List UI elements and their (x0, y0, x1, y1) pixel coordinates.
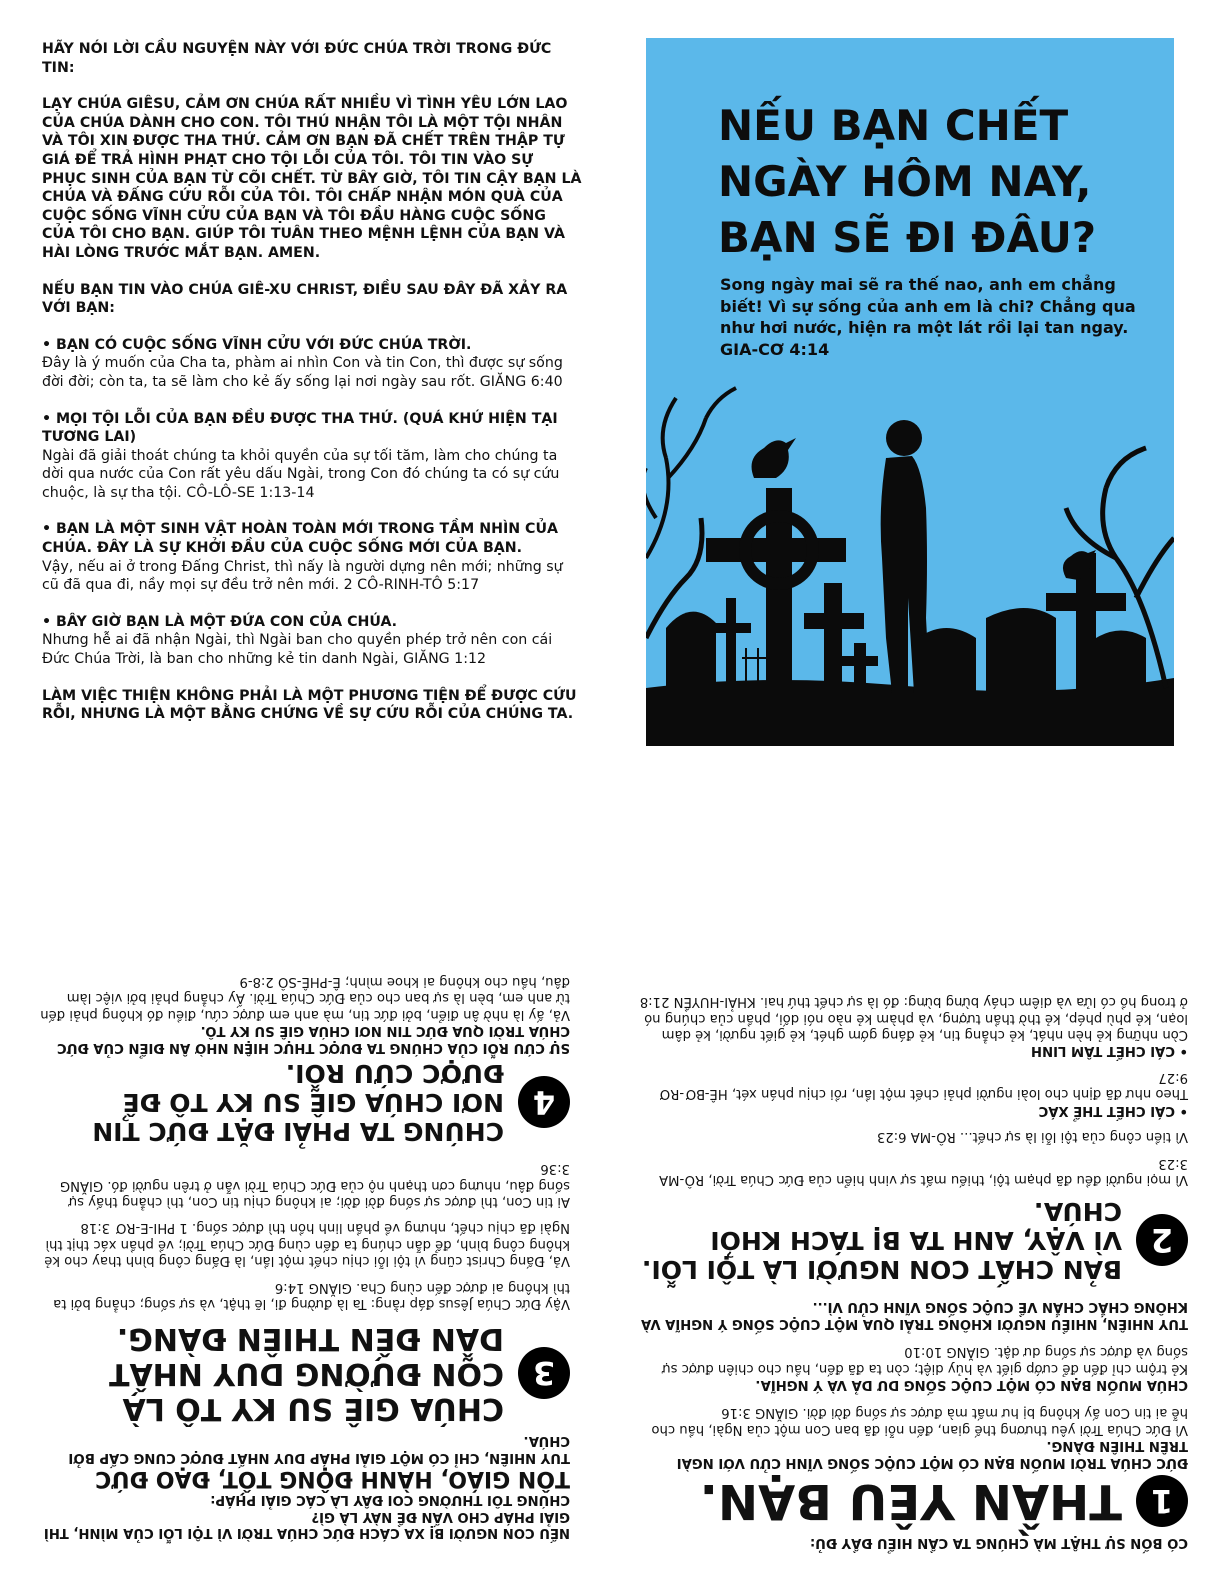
prayer-panel (42, 40, 582, 724)
truth-3-however: TUY NHIÊN, CHỈ CÓ MỘT GIẢI PHÁP DUY NHẤT ĐƯỢC CUNG CẤP BỞI CHÚA. (68, 1433, 570, 1465)
cover-panel (646, 38, 1174, 746)
truth-2-verse-1: Vì mọi người đều đã phạm tội, thiếu mất sự vinh hiển của Đức Chúa Trời, RÔ-MA 3:23 (659, 1155, 1188, 1187)
number-badge: 3 (518, 1347, 570, 1399)
point-text: Đây là ý muốn của Cha ta, phàm ai nhìn Con và tin Con, thì được sự sống đời đời; còn ta, ta sẽ làm cho kẻ ấy sống lại nơi ngày sau rốt. GIĂNG 6:40 (42, 355, 563, 390)
point-text: Vậy, nếu ai ở trong Đấng Christ, thì nấy là người dựng nên mới; những sự cũ đã qua đi, nầy mọi sự đều trở nên mới. 2 CÔ-RINH-TÔ 5:17 (42, 558, 563, 594)
point-text: Ngài đã giải thoát chúng ta khỏi quyền của sự tối tăm, làm cho chúng ta dời qua nước của Con rất yêu dấu Ngài, trong Con đó chúng ta có sự cứu chuộc, là sự tha tội. CÔ-LÔ-SE 1:13-14 (42, 447, 560, 501)
point-title: • MỌI TỘI LỖI CỦA BẠN ĐỀU ĐƯỢC THA THỨ. (QUÁ KHỨ HIỆN TẠI TƯƠNG LAI) (42, 410, 558, 446)
point-title: • BẠN LÀ MỘT SINH VẬT HOÀN TOÀN MỚI TRONG TẦM NHÌN CỦA CHÚA. ĐÂY LÀ SỰ KHỞI ĐẦU CỦA CUỘC SỐNG MỚI CỦA BẠN. (42, 521, 558, 557)
truths-1-2-panel (638, 820, 1188, 1550)
death-1-title: • CÁI CHẾT THỂ XÁC (1038, 1102, 1188, 1118)
truth-3-problem: NẾU CON NGƯỜI BỊ XA CÁCH ĐỨC CHÚA TRỜI VÌ TỘI LỖI CỦA MÌNH, THÌ GIẢI PHÁP CHO VẤN ĐỀ NÀY LÀ GÌ? (43, 1508, 570, 1540)
point-title: • BÂY GIỜ BẠN LÀ MỘT ĐỨA CON CỦA CHÚA. (42, 613, 398, 630)
truth-4-heading: CHÚNG TA PHẢI ĐẶT ĐỨC TIN NƠI CHÚA GIÊ SU KY TÔ ĐỂ ĐƯỢC CỨU RỖI. (92, 1058, 504, 1146)
point-text: Nhưng hễ ai đã nhận Ngài, thì Ngài ban cho quyền phép trở nên con cái Đức Chúa Trời, là ban cho những kẻ tin danh Ngài, GIĂNG 1:12 (42, 632, 553, 668)
death-2-text: Còn những kẻ hèn nhát, kẻ chẳng tin, kẻ đáng gớm ghét, kẻ giết người, kẻ dâm loạn, kẻ phù phép, kẻ thờ thần tượng, và phàm kẻ nào nói dối, phần của chúng nó ở trong hồ có lửa và diêm cháy bừng bừng: đó là sự chết thứ hai. KHẢI-HUYỀN 21:8 (639, 994, 1188, 1043)
truth-1-sub-3: TUY NHIÊN, NHIỀU NGƯỜI KHÔNG TRẢI QUA MỘT CUỘC SỐNG Ý NGHĨA VÀ KHÔNG CHẮC CHẮN VỀ CUỘC SỐNG VĨNH CỬU VÌ... (641, 1299, 1188, 1331)
truth-3-heading: CHÚA GIÊ SU KY TÔ LÀ CON ĐƯỜNG DUY NHẤT DẪN ĐẾN THIÊN ĐÀNG. (109, 1320, 504, 1426)
truth-1-sub-2: CHÚA MUỐN BẠN CÓ MỘT CUỘC SỐNG DƯ DẢ VÀ Ý NGHĨA. (755, 1376, 1188, 1392)
closing-statement: LÀM VIỆC THIỆN KHÔNG PHẢI LÀ MỘT PHƯƠNG TIỆN ĐỂ ĐƯỢC CỨU RỖI, NHƯNG LÀ MỘT BẰNG CHỨNG VỀ SỰ CỨU RỖI CỦA CHÚNG TA. (42, 687, 577, 723)
truth-3-verse-2: Vả, Đấng Christ cũng vì tội lỗi chịu chết một lần, là Đấng công bình thay cho kẻ không công bình, để dẫn chúng ta đến cùng Đức Chúa Trời; về phần xác thịt thì Ngài đã chịu chết, nhưng về phần linh hồn thì được sống. 1 PHI-E-RƠ 3:18 (44, 1220, 570, 1269)
death-2-title: • CÁI CHẾT TÂM LINH (1031, 1043, 1188, 1059)
truth-3-solutions: CHÚNG TÔI THƯỜNG COI ĐÂY LÀ CÁC GIẢI PHÁP: (210, 1492, 570, 1508)
truths-3-4-panel (40, 830, 570, 1540)
number-badge: 4 (518, 1076, 570, 1128)
prayer-body: LẠY CHÚA GIÊSU, CẢM ƠN CHÚA RẤT NHIỀU VÌ TÌNH YÊU LỚN LAO CỦA CHÚA DÀNH CHO CON. TÔI THÚ NHẬN TÔI LÀ MỘT TỘI NHÂN VÀ TÔI XIN ĐƯỢC THA THỨ. CẢM ƠN BẠN ĐÃ CHẾT TRÊN THẬP TỰ GIÁ ĐỂ TRẢ HÌNH PHẠT CHO TỘI LỖI CỦA TÔI. TÔI TIN VÀO SỰ PHỤC SINH CỦA BẠN TỪ CÕI CHẾT. TỪ BÂY GIỜ, TÔI TIN CẬY BẠN LÀ CHÚA VÀ ĐẤNG CỨU RỖI CỦA TÔI. TÔI CHẤP NHẬN MÓN QUÀ CỦA CUỘC SỐNG VĨNH CỬU CỦA BẠN VÀ TÔI ĐẦU HÀNG CUỘC SỐNG CỦA TÔI CHO BẠN. GIÚP TÔI TUÂN THEO MỆNH LỆNH CỦA BẠN VÀ HÀI LÒNG TRƯỚC MẮT BẠN. AMEN. (42, 96, 582, 261)
point-title: • BẠN CÓ CUỘC SỐNG VĨNH CỬU VỚI ĐỨC CHÚA TRỜI. (42, 336, 472, 353)
truth-1-verse-1: Vì Đức Chúa Trời yêu thương thế gian, đến nỗi đã ban Con một của Ngài, hầu cho hễ ai tin Con ấy không bị hư mất mà được sự sống đời đời. GIĂNG 3:16 (651, 1405, 1188, 1437)
number-badge: 2 (1136, 1214, 1188, 1266)
cover-title: NẾU BẠN CHẾT NGÀY HÔM NAY, BẠN SẼ ĐI ĐÂU? (718, 101, 1097, 262)
truth-2-heading: BẢN CHẤT CON NGƯỜI LÀ TỘI LỖI. VÌ VẬY, ANH TA BỊ TÁCH KHỎI CHÚA. (641, 1196, 1122, 1284)
truth-4-verse: Vả, ấy là nhờ ân điển, bởi đức tin, mà anh em được cứu, điều đó không phải đến từ anh em, bèn là sự ban cho của Đức Chúa Trời. Ấy chẳng phải bởi việc làm đâu, hầu cho không ai khoe mình; Ê-PHÊ-SÔ 2:8-9 (40, 974, 570, 1022)
truth-3-verse-1: Vậy Đức Chúa Jêsus đáp rằng: Ta là đường đi, lẽ thật, và sự sống; chẳng bởi ta thì không ai được đến cùng Cha. GIĂNG 14:6 (53, 1279, 570, 1311)
truth-1-sub: ĐỨC CHÚA TRỜI MUỐN BẠN CÓ MỘT CUỘC SỐNG VĨNH CỬU VỚI NGÀI TRÊN THIÊN ĐÀNG. (676, 1438, 1188, 1470)
believe-heading: NẾU BẠN TIN VÀO CHÚA GIÊ-XU CHRIST, ĐIỀU SAU ĐÂY ĐÃ XẢY RA VỚI BẠN: (42, 281, 568, 317)
truth-1-verse-2: Kẻ trộm chỉ đến để cướp giết và hủy diệt; còn ta đã đến, hầu cho chiên được sự sống và được sự sống dư dật. GIĂNG 10:10 (662, 1344, 1188, 1376)
truth-2-verse-2: Vì tiền công của tội lỗi là sự chết... RÔ-MA 6:23 (876, 1129, 1188, 1145)
intro-text: CÓ BỐN SỰ THẬT MÀ CHÚNG TA CẦN HIỂU ĐẦY ĐỦ: (809, 1535, 1188, 1550)
death-1-text: Theo như đã định cho loài người phải chết một lần, rồi chịu phán xét, HÊ-BƠ-RƠ 9:27 (658, 1069, 1188, 1102)
truth-1-heading: THẦN YÊU BẠN. (699, 1472, 1122, 1529)
number-badge: 1 (1136, 1475, 1188, 1527)
cover-verse: Song ngày mai sẽ ra thế nao, anh em chẳng biết! Vì sự sống của anh em là chi? Chẳng qua như hơi nước, hiện ra một lát rồi lại tan ngay. GIA-CƠ 4:14 (720, 275, 1136, 359)
prayer-heading: HÃY NÓI LỜI CẦU NGUYỆN NÀY VỚI ĐỨC CHÚA TRỜI TRONG ĐỨC TIN: (42, 41, 552, 76)
truth-4-sub: SỰ CỨU RỖI CỦA CHÚNG TA ĐƯỢC THỰC HIỆN NHỜ ÂN ĐIỂN CỦA ĐỨC CHÚA TRỜI QUA ĐỨC TIN NƠI CHÚA GIÊ SU KY TÔ. (56, 1023, 570, 1055)
truth-3-solutions-big: TÔN GIÁO, HÀNH ĐỘNG TỐT, ĐẠO ĐỨC (95, 1465, 570, 1491)
truth-3-verse-3: Ai tin Con, thì được sự sống đời đời; ai không chịu tin Con, thì chẳng thấy sự sống đâu, nhưng cơn thạnh nộ của Đức Chúa Trời vẫn ở trên người đó. GIĂNG 3:36 (59, 1161, 570, 1209)
